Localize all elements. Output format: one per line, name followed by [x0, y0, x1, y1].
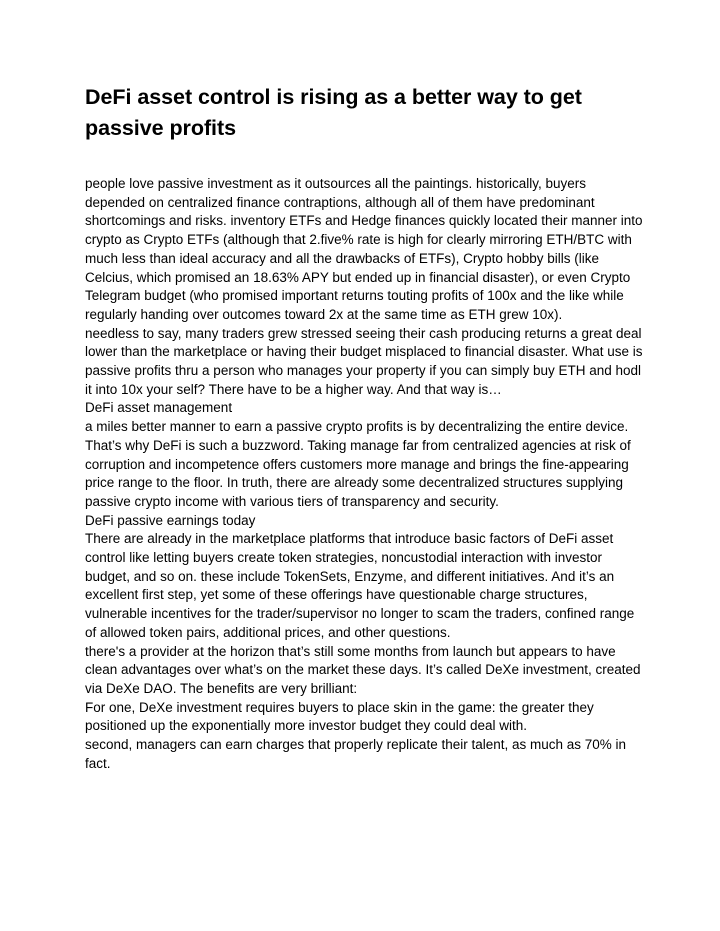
paragraph-existing-platforms: There are already in the marketplace platforms that introduce basic factors of DeFi asset control like letting buyers create token strategies, noncustodial interaction with investor budget, and so on. these include TokenSets, Enzyme, and different initiatives. And it’s an excellent first step, yet some of these offerings have questionable charge structures, vulnerable incentives for the trader/supervisor no longer to scam the traders, confined range of allowed token pairs, additional prices, and other questions. — [85, 531, 635, 640]
document-body — [85, 175, 645, 774]
paragraph-traders-stressed: needless to say, many traders grew stressed seeing their cash producing returns a great deal lower than the marketplace or having their budget misplaced to financial disaster. What use is passive profits thru a person who manages your property if you can simply buy ETH and hodl it into 10x your self? There have to be a higher way. And that way is… — [85, 325, 643, 397]
paragraph-manager-charges: second, managers can earn charges that properly replicate their talent, as much as 70% in fact. — [85, 737, 627, 771]
subheading-defi-asset-management: DeFi asset management — [85, 400, 233, 416]
paragraph-decentralizing: a miles better manner to earn a passive crypto profits is by decentralizing the entire device. That’s why DeFi is such a buzzword. Taking manage far from centralized agencies at risk of corruption and incompetence offers customers more manage and brings the fine-appearing price range to the floor. In truth, there are already some decentralized structures supplying passive crypto income with various tiers of transparency and security. — [85, 419, 631, 509]
document-title: DeFi asset control is rising as a better way to get passive profits — [85, 85, 582, 140]
paragraph-dexe-provider: there's a provider at the horizon that’s still some months from launch but appears to have clean advantages over what’s on the market these days. It’s called DeXe investment, created via DeXe DAO. The benefits are very brilliant: — [85, 643, 641, 696]
paragraph-passive-investment-intro: people love passive investment as it outsources all the paintings. historically, buyers depended on centralized finance contraptions, although all of them have predominant shortcomings and risks. inventory ETFs and Hedge finances quickly located their manner into crypto as Crypto ETFs (although that 2.five% rate is high for clearly mirroring ETH/BTC with much less than ideal accuracy and all the drawbacks of ETFs), Crypto hobby bills (like Celcius, which promised an 18.63% APY but ended up in financial disaster), or even Crypto Telegram budget (who promised important returns touting profits of 100x and the like while regularly handing over outcomes toward 2x at the same time as ETH grew 10x). — [85, 176, 643, 322]
document-page — [85, 82, 645, 774]
paragraph-skin-in-the-game: For one, DeXe investment requires buyers to place skin in the game: the greater they positioned up the exponentially more investor budget they could deal with. — [85, 699, 594, 734]
subheading-defi-passive-earnings: DeFi passive earnings today — [85, 512, 256, 528]
